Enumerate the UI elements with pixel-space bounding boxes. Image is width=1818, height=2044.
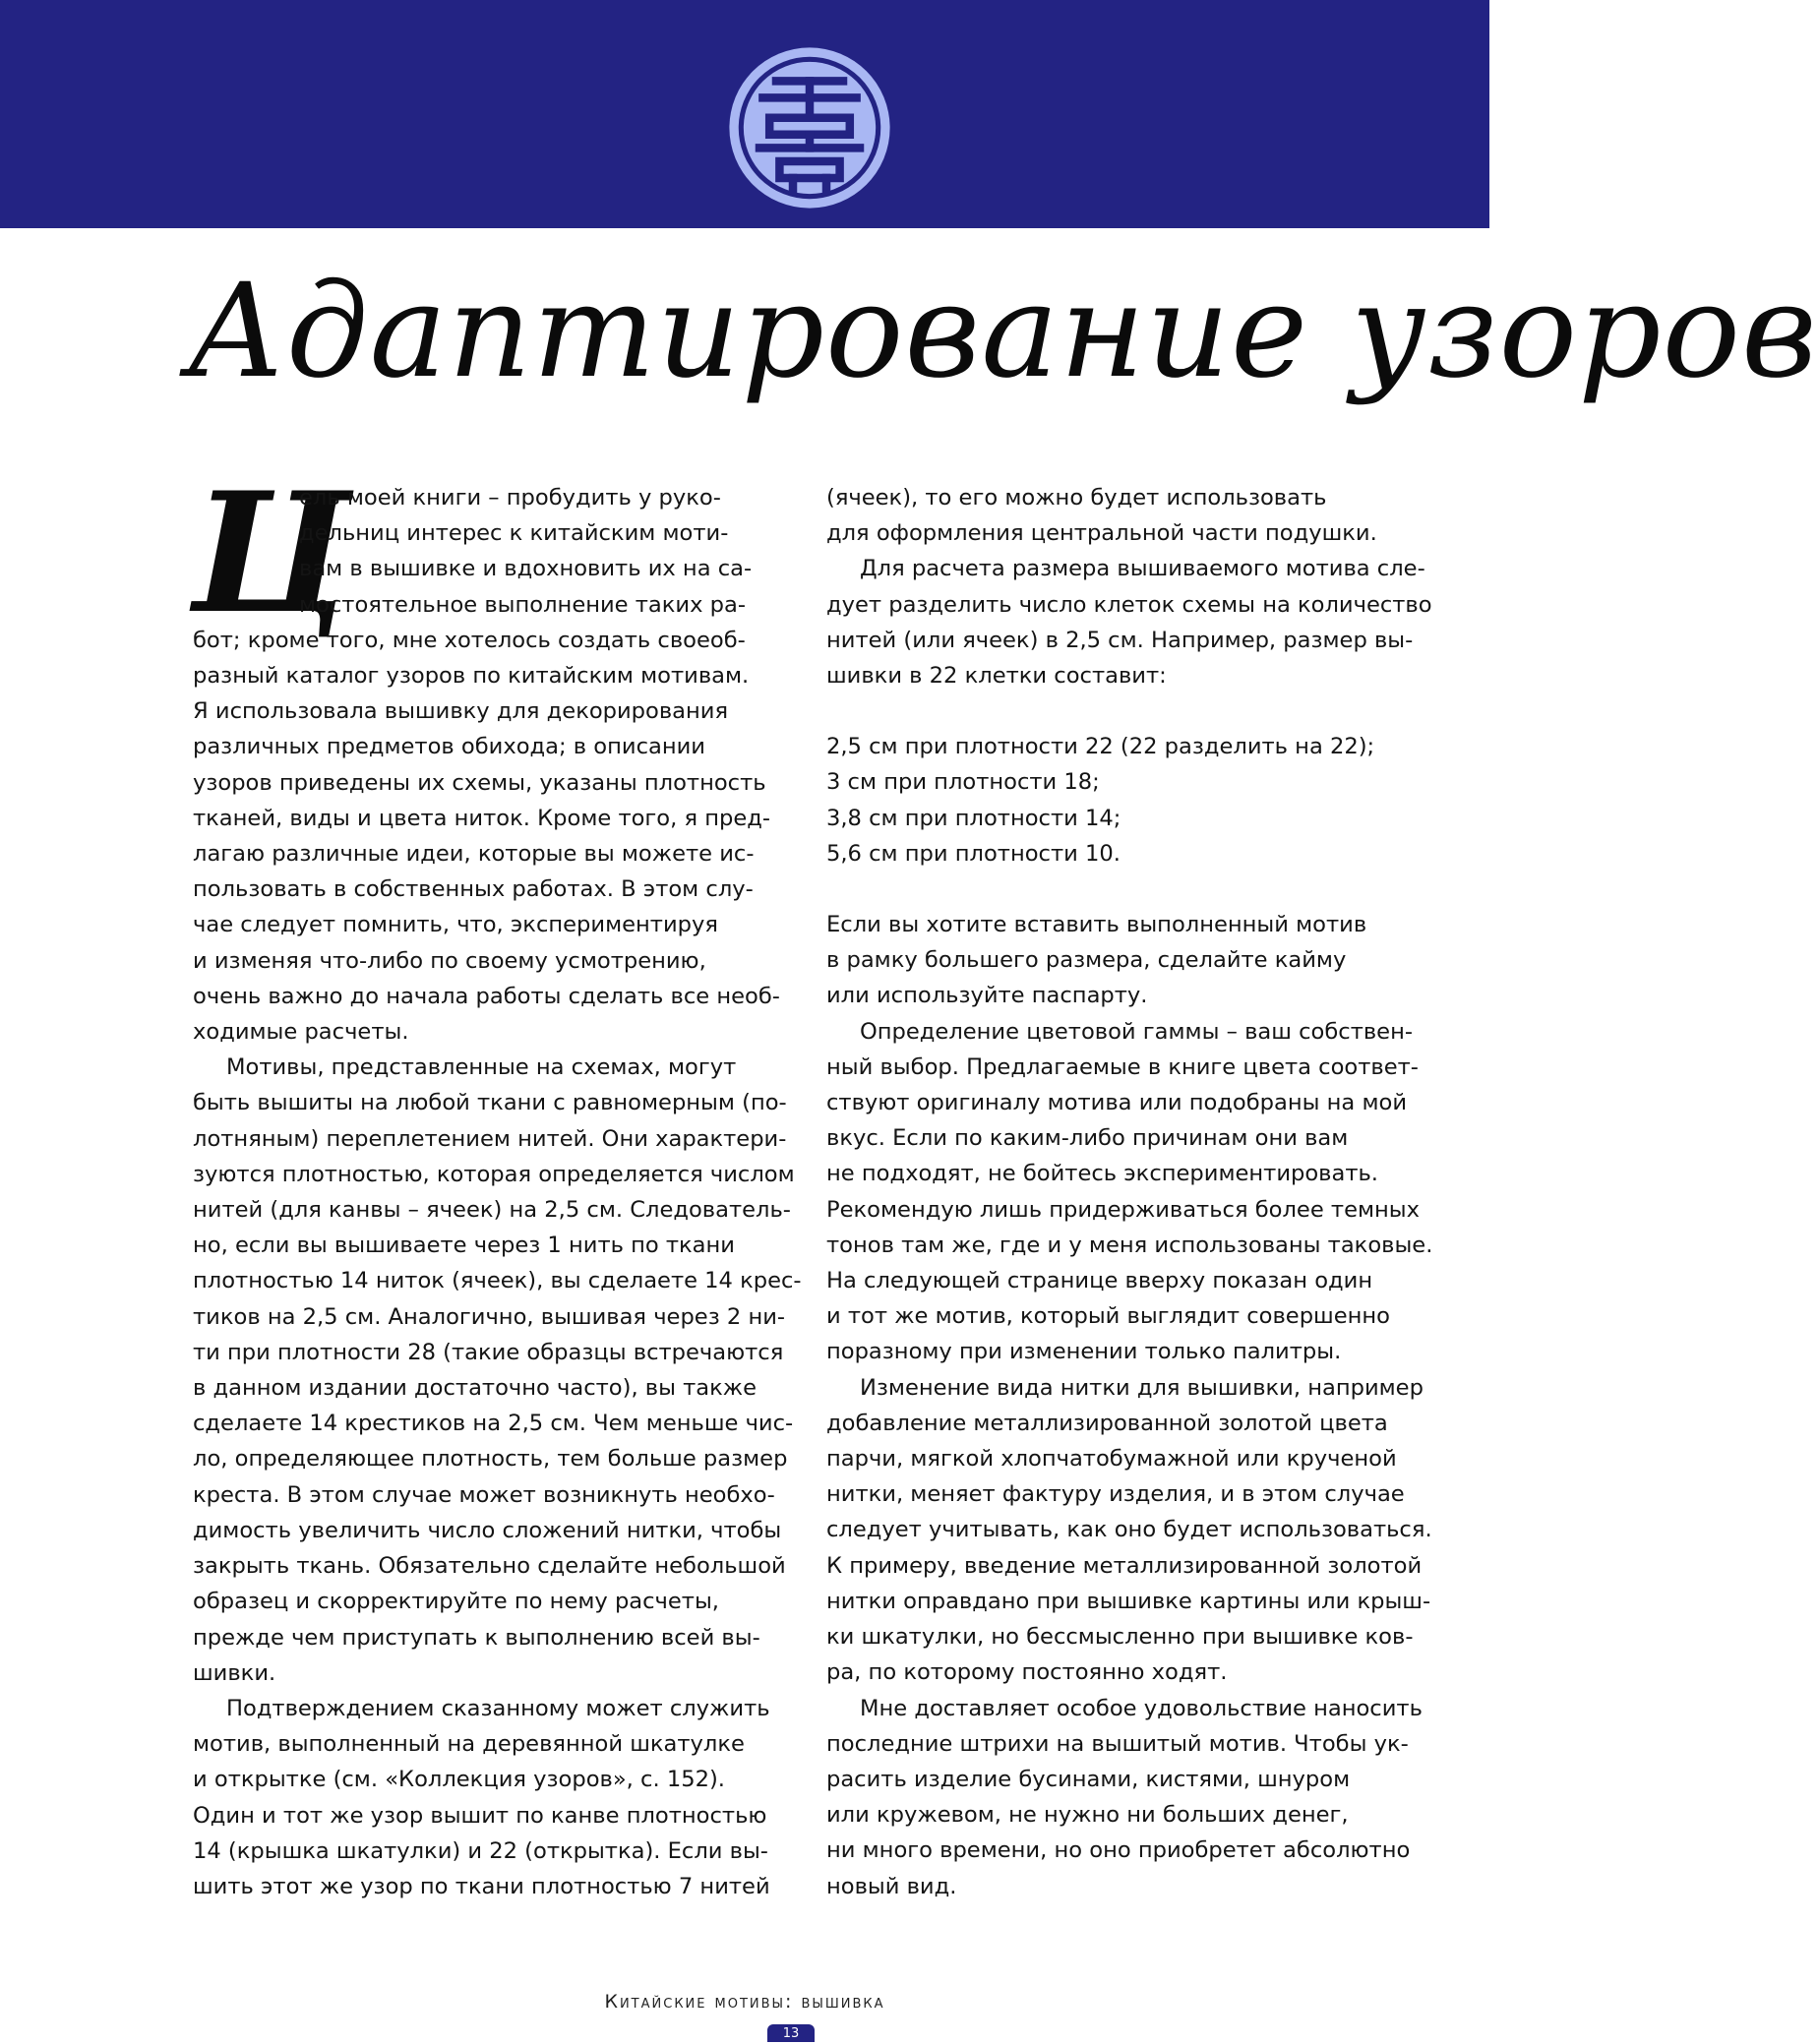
right-text-column [826,480,1434,1904]
text-line: шить этот же узор по ткани плотностью 7 нитей [193,1873,770,1899]
text-line: 3,8 см при плотности 14; [826,805,1121,831]
text-line: лагаю различные идеи, которые вы можете ис- [193,841,755,868]
text-line: шивки в 22 клетки составит: [826,663,1167,690]
text-line: (ячеек), то его можно будет использовать [826,485,1327,511]
page-title: Адаптирование узоров [187,256,1818,407]
text-line: ти при плотности 28 (такие образцы встречаются [193,1339,784,1365]
text-line: дует разделить число клеток схемы на количество [826,591,1432,618]
text-line: Если вы хотите вставить выполненный мотив [826,912,1367,938]
text-line: быть вышиты на любой ткани с равномерным (по- [193,1090,787,1116]
text-line: Подтверждением сказанному может служить [226,1695,770,1721]
text-line: мотив, выполненный на деревянной шкатулке [193,1731,745,1758]
text-line: ло, определяющее плотность, тем больше размер [193,1446,788,1473]
running-title: Китайские мотивы: вышивка [604,1991,885,2013]
text-line: лотняным) переплетением нитей. Они характери- [193,1125,787,1152]
drop-cap: Ц [191,455,351,650]
text-line: Один и тот же узор вышит по канве плотностью [193,1802,767,1829]
text-line: 5,6 см при плотности 10. [826,840,1121,867]
text-line: бот; кроме того, мне хотелось создать своеоб- [193,627,746,653]
text-line: шивки. [193,1659,276,1686]
text-line: вкус. Если по каким-либо причинам они вам [826,1125,1349,1152]
text-line: чае следует помнить, что, экспериментируя [193,912,718,938]
text-line: ни много времени, но оно приобретет абсолютно [826,1837,1411,1864]
text-line: нитки, меняет фактуру изделия, и в этом случае [826,1481,1405,1508]
text-line: плотностью 14 ниток (ячеек), вы сделаете 14 крес- [193,1268,802,1294]
text-line: узоров приведены их схемы, указаны плотность [193,769,766,796]
text-line: димость увеличить число сложений нитки, чтобы [193,1517,782,1543]
chinese-longevity-symbol-icon [726,44,893,211]
page-number: 13 [767,2024,815,2042]
text-line: новый вид. [826,1873,957,1899]
text-line: ствуют оригиналу мотива или подобраны на мой [826,1090,1407,1116]
text-line: К примеру, введение металлизированной золотой [826,1552,1423,1579]
text-line: поразному при изменении только палитры. [826,1339,1342,1365]
text-line: образец и скорректируйте по нему расчеты, [193,1589,719,1615]
text-line: расить изделие бусинами, кистями, шнуром [826,1766,1351,1792]
text-line: прежде чем приступать к выполнению всей вы- [193,1624,760,1651]
text-line: не подходят, не бойтесь экспериментировать. [826,1161,1378,1187]
text-line: дельниц интерес к китайским моти- [299,520,729,547]
left-text-column [191,455,802,1904]
text-line: ный выбор. Предлагаемые в книге цвета соответ- [826,1053,1419,1080]
text-line: нитей (для канвы – ячеек) на 2,5 см. Следователь- [193,1197,791,1224]
text-line: но, если вы вышиваете через 1 нить по ткани [193,1232,735,1259]
text-line: Мотивы, представленные на схемах, могут [226,1054,737,1081]
text-line: Изменение вида нитки для вышивки, например [860,1374,1424,1401]
text-line: в рамку большего размера, сделайте кайму [826,947,1347,974]
text-line: закрыть ткань. Обязательно сделайте небольшой [193,1553,786,1580]
text-line: добавление металлизированной золотой цвета [826,1410,1388,1436]
text-line: тканей, виды и цвета ниток. Кроме того, я пред- [193,805,771,831]
text-line: ра, по которому постоянно ходят. [826,1659,1228,1686]
header-band [0,0,1489,228]
blank-line [826,693,1434,729]
text-line: 3 см при плотности 18; [826,769,1100,796]
text-line: и изменяя что-либо по своему усмотрению, [193,947,706,974]
text-line: тонов там же, где и у меня использованы таковые. [826,1232,1433,1258]
text-line: тиков на 2,5 см. Аналогично, вышивая через 2 ни- [193,1303,786,1330]
text-line: нитей (или ячеек) в 2,5 см. Например, размер вы- [826,627,1414,653]
text-line: или используйте паспарту. [826,983,1148,1009]
text-line: 14 (крышка шкатулки) и 22 (открытка). Если вы- [193,1837,768,1864]
text-line: 2,5 см при плотности 22 (22 разделить на 22); [826,734,1375,760]
text-line: различных предметов обихода; в описании [193,734,705,760]
text-line: Определение цветовой гаммы – ваш собствен- [860,1018,1414,1045]
text-line: ходимые расчеты. [193,1019,409,1046]
text-line: в данном издании достаточно часто), вы также [193,1375,758,1402]
blank-line [826,872,1434,907]
text-line: для оформления центральной части подушки. [826,520,1377,547]
text-line: На следующей странице вверху показан один [826,1268,1373,1294]
text-line: креста. В этом случае может возникнуть необхо- [193,1481,775,1508]
text-line: и открытке (см. «Коллекция узоров», с. 152). [193,1767,725,1793]
text-line: ель моей книги – пробудить у руко- [299,485,721,511]
text-line: разный каталог узоров по китайским мотивам. [193,663,750,690]
text-line: вам в вышивке и вдохновить их на са- [299,556,753,582]
text-line: Рекомендую лишь придерживаться более темных [826,1196,1421,1223]
text-line: Мне доставляет особое удовольствие наносить [860,1695,1423,1721]
text-line: зуются плотностью, которая определяется числом [193,1161,795,1187]
text-line: пользовать в собственных работах. В этом слу- [193,876,754,903]
text-line: или кружевом, не нужно ни больших денег, [826,1802,1349,1829]
text-line: и тот же мотив, который выглядит совершенно [826,1303,1390,1330]
text-line: следует учитывать, как оно будет использоваться. [826,1517,1432,1543]
text-line: мостоятельное выполнение таких ра- [299,591,746,618]
text-line: нитки оправдано при вышивке картины или крыш- [826,1588,1431,1614]
text-line: последние штрихи на вышитый мотив. Чтобы ук- [826,1730,1409,1757]
text-line: сделаете 14 крестиков на 2,5 см. Чем меньше чис- [193,1411,794,1437]
text-line: Для расчета размера вышиваемого мотива сле- [860,556,1425,582]
text-line: Я использовала вышивку для декорирования [193,698,729,725]
text-line: парчи, мягкой хлопчатобумажной или крученой [826,1446,1397,1473]
text-line: ки шкатулки, но бессмысленно при вышивке ков- [826,1624,1414,1651]
text-line: очень важно до начала работы сделать все необ- [193,983,780,1009]
